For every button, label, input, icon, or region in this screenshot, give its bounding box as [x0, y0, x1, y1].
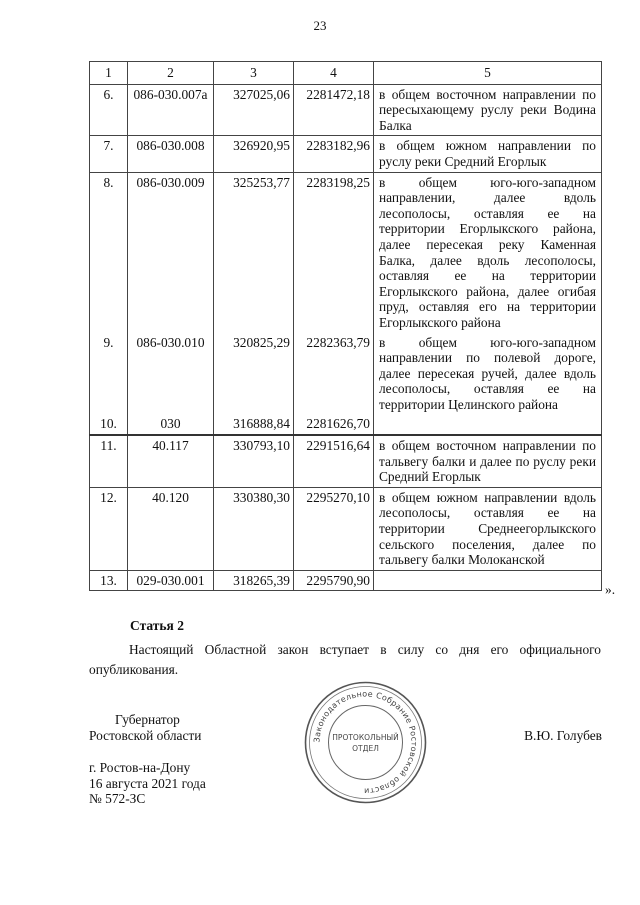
signer-title: Губернатор [115, 712, 180, 727]
signer-region: Ростовской области [89, 728, 202, 743]
coord-y: 2283198,25 [294, 172, 374, 332]
article-title: Статья 2 [130, 618, 184, 633]
signer-name: В.Ю. Голубев [524, 728, 602, 743]
coord-x: 320825,29 [214, 333, 294, 415]
table-row [90, 570, 602, 591]
boundary-description [374, 414, 602, 435]
stamp-seal-icon [303, 680, 428, 805]
table-row [90, 136, 602, 172]
row-number: 9. [90, 333, 128, 415]
place-date-block [89, 760, 206, 807]
table-row [90, 487, 602, 570]
boundary-description: в общем юго-юго-западном направлении по полевой дороге, далее пересекая ручей, далее вдоль лесополосы, оставляя ее на территории Целинского района [374, 333, 602, 415]
coord-x: 330793,10 [214, 435, 294, 487]
row-number: 7. [90, 136, 128, 172]
page-number: 23 [313, 18, 327, 33]
boundary-description: в общем юго-юго-западном направлении, далее вдоль лесополосы, оставляя ее на территории Егорлыкского района, далее пересекая реку Каменная Балка, далее вдоль лесополосы, оставляя ее на территории Егорлыкского района, далее огибая пруд, оставляя его на территории Егорлыкского района [374, 172, 602, 332]
svg-text:ОТДЕЛ: ОТДЕЛ [352, 744, 379, 753]
coord-x: 325253,77 [214, 172, 294, 332]
boundary-description [374, 570, 602, 591]
coord-y: 2295790,90 [294, 570, 374, 591]
point-code: 030 [128, 414, 214, 435]
coord-y: 2291516,64 [294, 435, 374, 487]
coord-y: 2281626,70 [294, 414, 374, 435]
table-row [90, 333, 602, 415]
row-number: 12. [90, 487, 128, 570]
header-cell: 5 [374, 62, 602, 85]
table-row [90, 414, 602, 435]
coord-y: 2295270,10 [294, 487, 374, 570]
svg-text:ПРОТОКОЛЬНЫЙ: ПРОТОКОЛЬНЫЙ [332, 733, 399, 742]
coord-x: 327025,06 [214, 84, 294, 136]
coord-x: 326920,95 [214, 136, 294, 172]
closing-quote: ». [605, 582, 616, 597]
table-header-row [90, 62, 602, 85]
point-code: 086-030.008 [128, 136, 214, 172]
boundary-table [89, 61, 602, 591]
point-code: 086-030.010 [128, 333, 214, 415]
coord-y: 2281472,18 [294, 84, 374, 136]
boundary-description: в общем восточном направлении по пересыхающему руслу реки Водина Балка [374, 84, 602, 136]
point-code: 086-030.007а [128, 84, 214, 136]
coord-x: 316888,84 [214, 414, 294, 435]
table-row [90, 172, 602, 332]
coord-x: 318265,39 [214, 570, 294, 591]
coord-x: 330380,30 [214, 487, 294, 570]
point-code: 40.117 [128, 435, 214, 487]
row-number: 10. [90, 414, 128, 435]
coord-y: 2282363,79 [294, 333, 374, 415]
header-cell: 4 [294, 62, 374, 85]
point-code: 086-030.009 [128, 172, 214, 332]
row-number: 11. [90, 435, 128, 487]
row-number: 6. [90, 84, 128, 136]
row-number: 8. [90, 172, 128, 332]
point-code: 029-030.001 [128, 570, 214, 591]
point-code: 40.120 [128, 487, 214, 570]
official-stamp [303, 680, 428, 805]
article-text: Настоящий Областной закон вступает в силу со дня его официального опубликования. [89, 642, 601, 677]
coord-y: 2283182,96 [294, 136, 374, 172]
law-number: № 572-ЗС [89, 791, 146, 806]
boundary-description: в общем южном направлении вдоль лесополосы, оставляя ее на территории Среднеегорлыкского сельского поселения, далее по тальвегу балки Молоканской [374, 487, 602, 570]
city: г. Ростов-на-Дону [89, 760, 191, 775]
table-row [90, 84, 602, 136]
table-row [90, 435, 602, 487]
boundary-description: в общем восточном направлении по тальвегу балки и далее по руслу реки Средний Егорлык [374, 435, 602, 487]
boundary-description: в общем южном направлении по руслу реки Средний Егорлык [374, 136, 602, 172]
svg-text:Законодательное Собрание Росто: Законодательное Собрание Ростовской области [312, 689, 419, 796]
header-cell: 3 [214, 62, 294, 85]
signature-block [89, 712, 201, 744]
row-number: 13. [90, 570, 128, 591]
header-cell: 1 [90, 62, 128, 85]
date: 16 августа 2021 года [89, 775, 206, 791]
header-cell: 2 [128, 62, 214, 85]
